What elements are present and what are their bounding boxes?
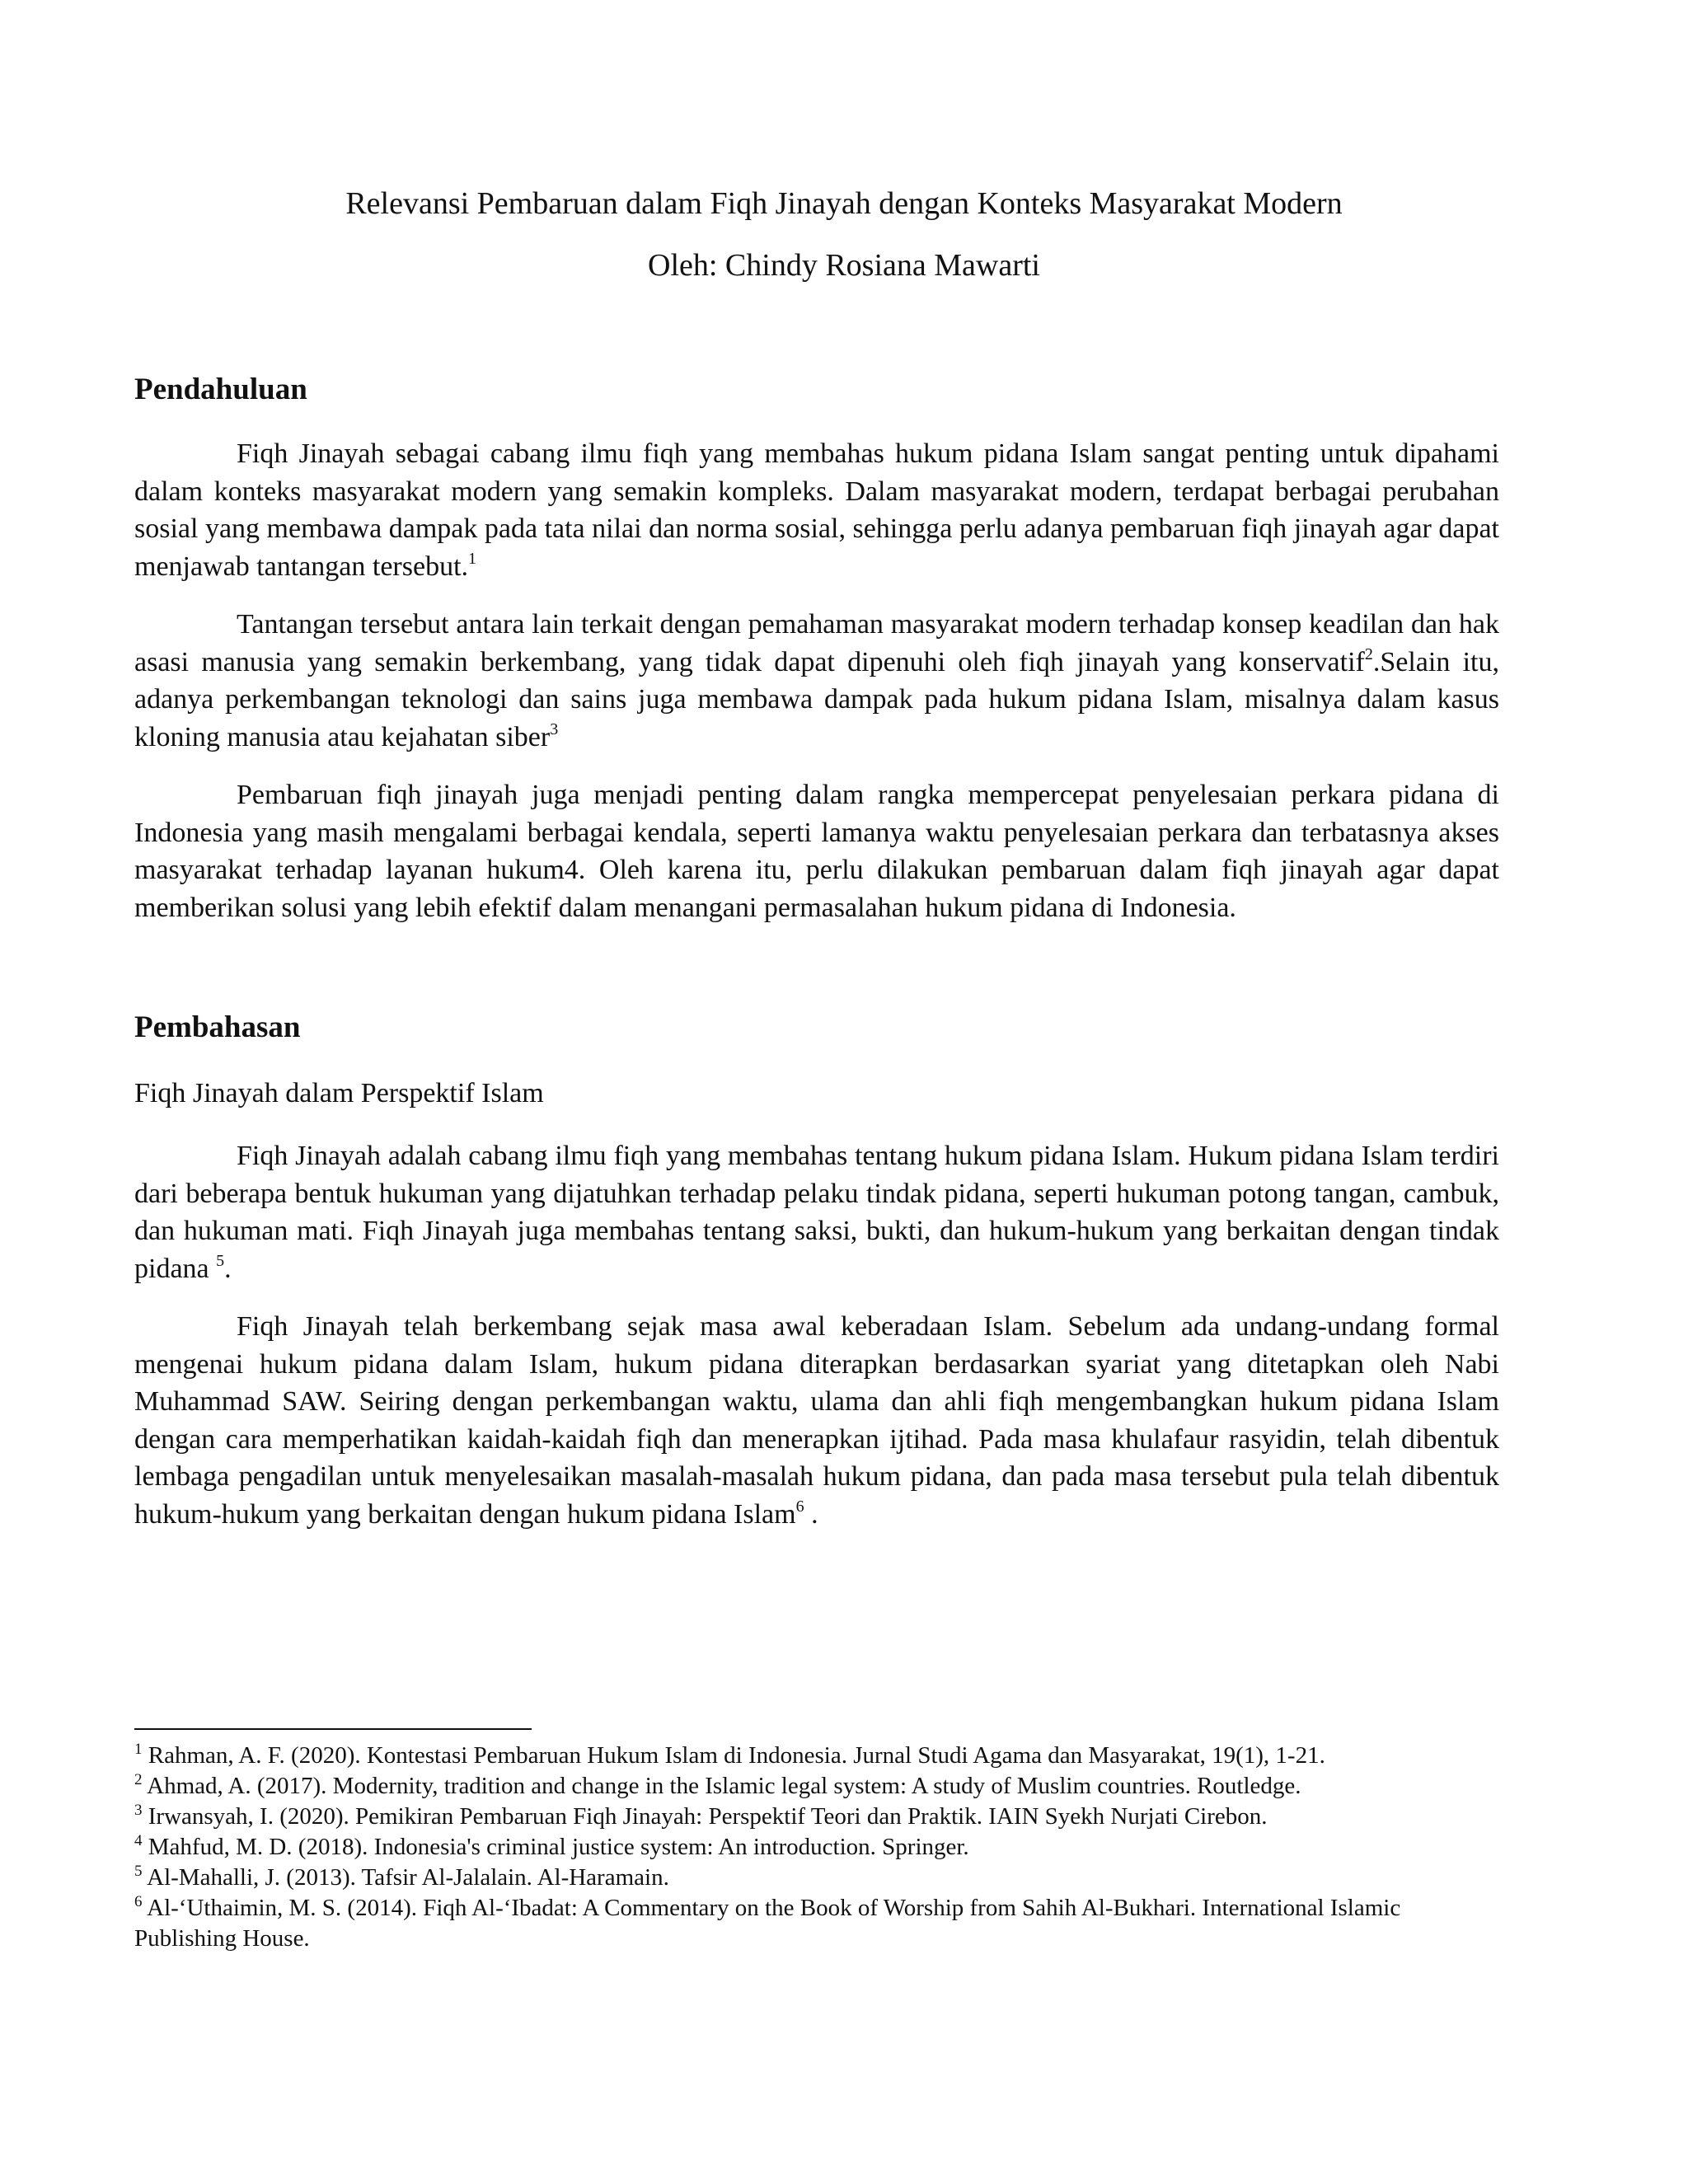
paragraph-intro-3 xyxy=(134,776,1499,926)
footnote-text: Al-Mahalli, J. (2013). Tafsir Al-Jalalain. Al-Haramain. xyxy=(142,1864,669,1891)
document-author: Oleh: Chindy Rosiana Mawarti xyxy=(648,248,1040,283)
footnotes xyxy=(134,1741,1499,1954)
footnote-text: Al-‘Uthaimin, M. S. (2014). Fiqh Al-‘Ibadat: A Commentary on the Book of Worship from Sahih Al-Bukhari. International Islamic Publishing House. xyxy=(134,1895,1401,1952)
paragraph-text: Pembaruan fiqh jinayah juga menjadi penting dalam rangka mempercepat penyelesaian perkara pidana di Indonesia yang masih mengalami berbagai kendala, seperti lamanya waktu penyelesaian perkara dan terbatasnya akses masyarakat terhadap layanan hukum4. Oleh karena itu, perlu dilakukan pembaruan dalam fiqh jinayah agar dapat memberikan solusi yang lebih efektif dalam menangani permasalahan hukum pidana di Indonesia. xyxy=(134,780,1499,923)
section-heading-pembahasan: Pembahasan xyxy=(134,1010,301,1044)
footnote-number: 3 xyxy=(134,1802,143,1819)
paragraph-text: Fiqh Jinayah telah berkembang sejak masa awal keberadaan Islam. Sebelum ada undang-undang formal mengenai hukum pidana dalam Islam, hukum pidana diterapkan berdasarkan syariat yang ditetapkan oleh Nabi Muhammad SAW. Seiring dengan perkembangan waktu, ulama dan ahli fiqh mengembangkan hukum pidana Islam dengan cara memperhatikan kaidah-kaidah fiqh dan menerapkan ijtihad. Pada masa khulafaur rasyidin, telah dibentuk lembaga pengadilan untuk menyelesaikan masalah-masalah hukum pidana, dan pada masa tersebut pula telah dibentuk hukum-hukum yang berkaitan dengan hukum pidana Islam xyxy=(134,1311,1499,1530)
paragraph-text: .Selain itu, adanya perkembangan teknologi dan sains juga membawa dampak pada hukum pidana Islam, misalnya dalam kasus kloning manusia atau kejahatan siber xyxy=(134,646,1499,752)
footnote-ref: 3 xyxy=(550,719,559,738)
footnote-4 xyxy=(134,1832,1499,1863)
footnote-number: 6 xyxy=(134,1893,143,1910)
footnote-text: Irwansyah, I. (2020). Pemikiran Pembaruan Fiqh Jinayah: Perspektif Teori dan Praktik. IAIN Syekh Nurjati Cirebon. xyxy=(142,1803,1268,1830)
footnote-number: 4 xyxy=(134,1832,143,1849)
paragraph-text: Fiqh Jinayah adalah cabang ilmu fiqh yang membahas tentang hukum pidana Islam. Hukum pidana Islam terdiri dari beberapa bentuk hukuman yang dijatuhkan terhadap pelaku tindak pidana, seperti hukuman potong tangan, cambuk, dan hukuman mati. Fiqh Jinayah juga membahas tentang saksi, bukti, dan hukum-hukum yang berkaitan dengan tindak pidana xyxy=(134,1141,1499,1284)
paragraph-text: . xyxy=(804,1498,818,1530)
footnote-text: Rahman, A. F. (2020). Kontestasi Pembaruan Hukum Islam di Indonesia. Jurnal Studi Agama dan Masyarakat, 19(1), 1-21. xyxy=(142,1742,1325,1769)
footnote-5 xyxy=(134,1863,1499,1893)
document-title: Relevansi Pembaruan dalam Fiqh Jinayah dengan Konteks Masyarakat Modern xyxy=(345,186,1343,221)
footnote-ref: 5 xyxy=(216,1251,225,1270)
paragraph-discussion-1 xyxy=(134,1137,1499,1287)
footnote-3 xyxy=(134,1802,1499,1832)
section-heading-pendahuluan: Pendahuluan xyxy=(134,373,307,406)
paragraph-intro-1 xyxy=(134,435,1499,585)
paragraph-intro-2 xyxy=(134,606,1499,756)
paragraph-discussion-2 xyxy=(134,1308,1499,1533)
subsection-heading: Fiqh Jinayah dalam Perspektif Islam xyxy=(134,1078,544,1108)
footnote-6 xyxy=(134,1893,1499,1954)
paragraph-text: Fiqh Jinayah sebagai cabang ilmu fiqh yang membahas hukum pidana Islam sangat penting untuk dipahami dalam konteks masyarakat modern yang semakin kompleks. Dalam masyarakat modern, terdapat berbagai perubahan sosial yang membawa dampak pada tata nilai dan norma sosial, sehingga perlu adanya pembaruan fiqh jinayah agar dapat menjawab tantangan tersebut. xyxy=(134,438,1499,582)
footnote-ref: 2 xyxy=(1364,644,1373,663)
footnote-number: 2 xyxy=(134,1771,143,1788)
footnote-number: 1 xyxy=(134,1741,143,1758)
footnote-2 xyxy=(134,1771,1499,1802)
footnote-1 xyxy=(134,1741,1499,1771)
paragraph-text: . xyxy=(224,1253,232,1284)
footnote-ref: 6 xyxy=(795,1497,804,1516)
footnote-text: Mahfud, M. D. (2018). Indonesia's criminal justice system: An introduction. Springer. xyxy=(142,1834,969,1860)
footnote-text: Ahmad, A. (2017). Modernity, tradition and change in the Islamic legal system: A study of Muslim countries. Routledge. xyxy=(142,1773,1301,1799)
footnote-ref: 1 xyxy=(468,549,477,568)
footnote-number: 5 xyxy=(134,1863,143,1880)
paragraph-text: Tantangan tersebut antara lain terkait dengan pemahaman masyarakat modern terhadap konsep keadilan dan hak asasi manusia yang semakin berkembang, yang tidak dapat dipenuhi oleh fiqh jinayah yang konservatif xyxy=(134,609,1499,677)
footnote-divider xyxy=(134,1728,532,1730)
